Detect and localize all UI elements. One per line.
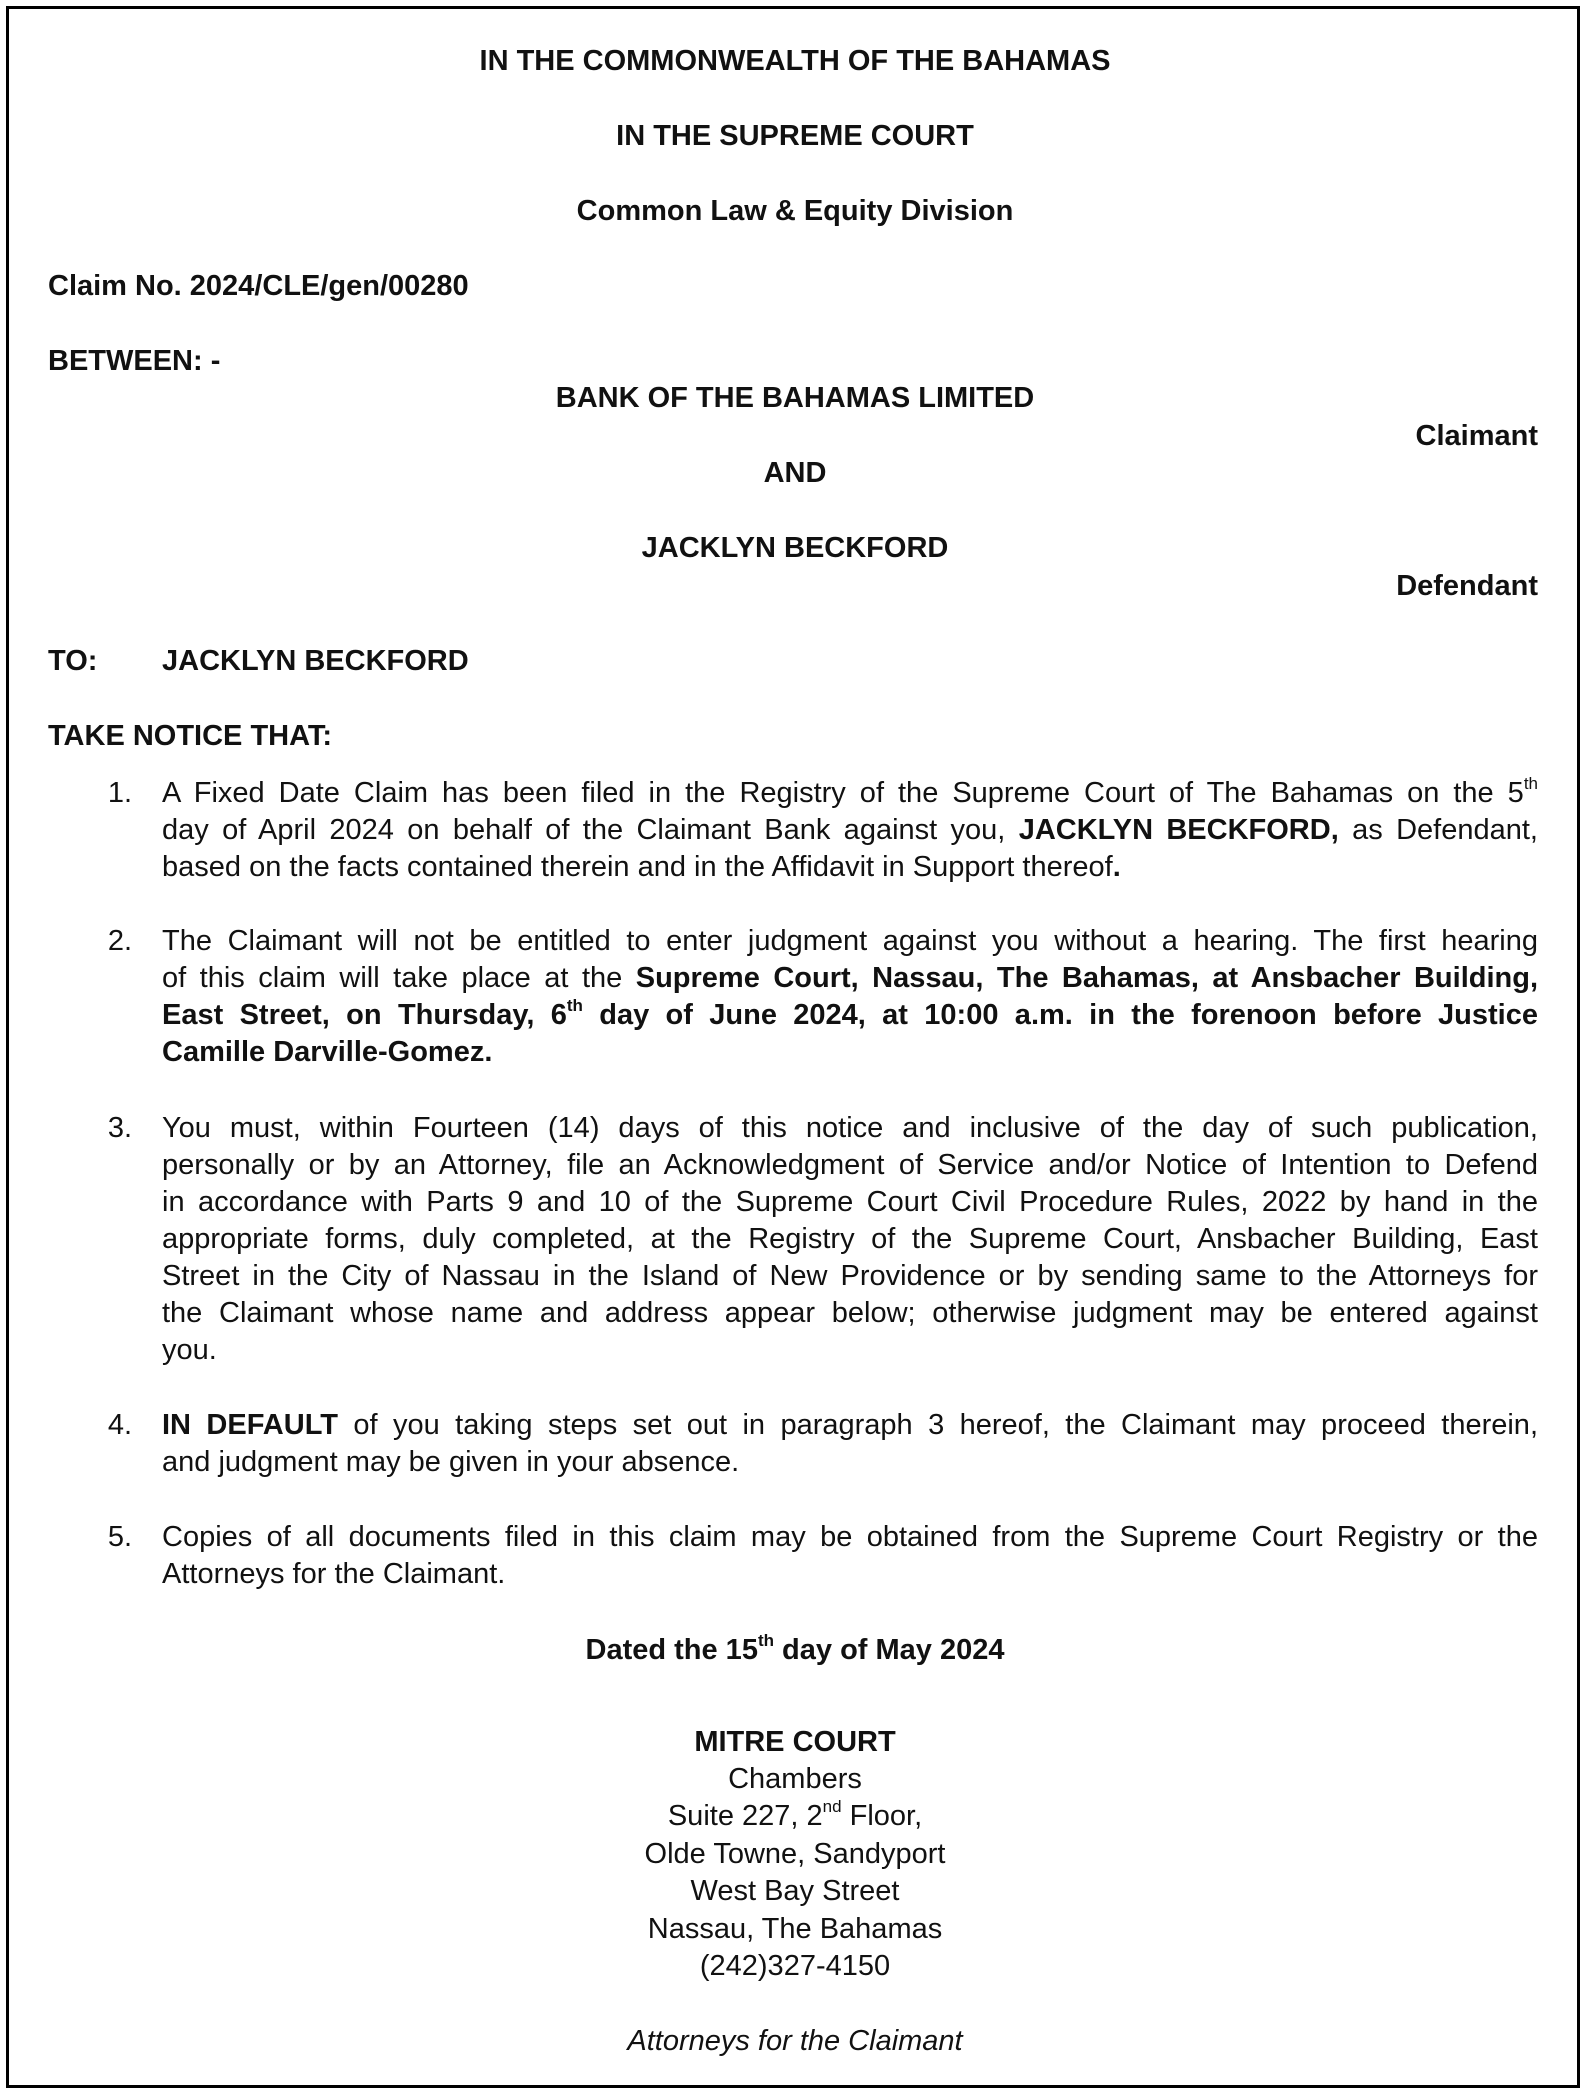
phone-number: (242)327-4150	[699, 1950, 891, 1982]
item-line: Camille Darville-Gomez.	[162, 1036, 493, 1068]
address-line: Chambers	[728, 1763, 862, 1795]
claimant-name: BANK OF THE BAHAMAS LIMITED	[555, 382, 1035, 414]
item-line: East Street, on Thursday, 6th day of June 2024, at 10:00 a.m. in the forenoon before Justice	[162, 996, 1539, 1031]
item-line: in accordance with Parts 9 and 10 of the Supreme Court Civil Procedure Rules, 2022 by hand in the	[162, 1186, 1538, 1218]
item-number: 5.	[107, 1521, 132, 1553]
dated-line: Dated the 15th day of May 2024	[585, 1631, 1005, 1666]
item-line: Attorneys for the Claimant.	[162, 1558, 506, 1590]
defendant-name: JACKLYN BECKFORD	[641, 532, 949, 564]
item-line: of this claim will take place at the Supreme Court, Nassau, The Bahamas, at Ansbacher Building,	[162, 962, 1539, 994]
item-line: and judgment may be given in your absence.	[162, 1446, 740, 1478]
item-line: personally or by an Attorney, file an Acknowledgment of Service and/or Notice of Intention to Defend	[162, 1149, 1538, 1181]
firm-name: MITRE COURT	[694, 1726, 896, 1758]
to-label: TO:	[48, 645, 98, 677]
defendant-role: Defendant	[1396, 570, 1538, 602]
notice-item-1	[98, 775, 1538, 886]
item-line: You must, within Fourteen (14) days of this notice and inclusive of the day of such publication,	[162, 1112, 1538, 1144]
address-line: Olde Towne, Sandyport	[644, 1838, 946, 1870]
item-line: Copies of all documents filed in this claim may be obtained from the Supreme Court Registry or the	[162, 1521, 1538, 1553]
item-line: day of April 2024 on behalf of the Claimant Bank against you, JACKLYN BECKFORD, as Defendant,	[162, 814, 1538, 846]
court-name: IN THE SUPREME COURT	[616, 120, 974, 152]
item-number: 4.	[107, 1409, 132, 1441]
notice-item-2	[98, 923, 1538, 1071]
take-notice-heading: TAKE NOTICE THAT:	[48, 720, 333, 752]
address-line: Nassau, The Bahamas	[647, 1913, 943, 1945]
court-division: Common Law & Equity Division	[576, 195, 1014, 227]
item-line: A Fixed Date Claim has been filed in the Registry of the Supreme Court of The Bahamas on the 5th	[162, 774, 1538, 809]
item-line: The Claimant will not be entitled to enter judgment against you without a hearing. The first hearing	[162, 925, 1538, 957]
address-line: West Bay Street	[690, 1875, 900, 1907]
item-number: 1.	[107, 777, 132, 809]
item-number: 3.	[107, 1112, 132, 1144]
address-line: Suite 227, 2nd Floor,	[667, 1797, 923, 1832]
item-line: based on the facts contained therein and in the Affidavit in Support thereof.	[162, 851, 1121, 883]
item-line: IN DEFAULT of you taking steps set out in paragraph 3 hereof, the Claimant may proceed therein,	[162, 1409, 1538, 1441]
item-line: appropriate forms, duly completed, at the Registry of the Supreme Court, Ansbacher Building, East	[162, 1223, 1538, 1255]
item-line: you.	[162, 1334, 217, 1366]
attorneys-role: Attorneys for the Claimant	[627, 2025, 963, 2057]
notice-item-4	[98, 1407, 1538, 1481]
court-jurisdiction: IN THE COMMONWEALTH OF THE BAHAMAS	[479, 45, 1111, 77]
and-label: AND	[763, 457, 827, 489]
item-line: the Claimant whose name and address appear below; otherwise judgment may be entered against	[162, 1297, 1538, 1329]
claimant-role: Claimant	[1415, 420, 1538, 452]
claim-number: Claim No. 2024/CLE/gen/00280	[48, 270, 469, 302]
item-line: Street in the City of Nassau in the Island of New Providence or by sending same to the Attorneys for	[162, 1260, 1538, 1292]
notice-item-5	[98, 1519, 1538, 1593]
between-label: BETWEEN: -	[48, 345, 221, 377]
item-number: 2.	[107, 925, 132, 957]
to-name: JACKLYN BECKFORD	[162, 645, 469, 677]
notice-item-3	[98, 1110, 1538, 1369]
